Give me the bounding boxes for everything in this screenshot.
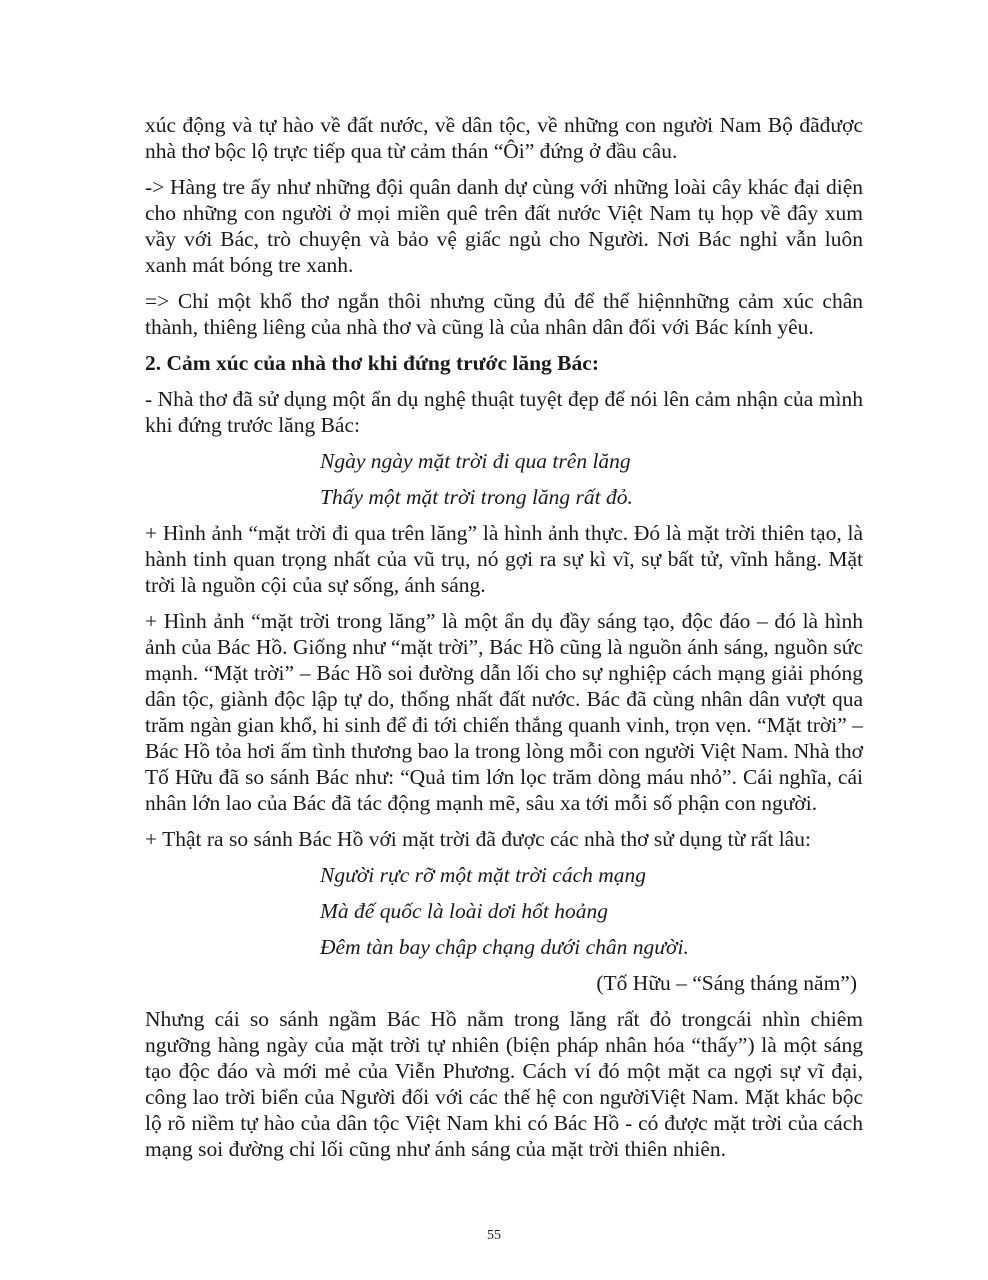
verse-line: Thấy một mặt trời trong lăng rất đỏ.	[320, 485, 633, 509]
verse-line: Đêm tàn bay chập chạng dưới chân người.	[320, 935, 689, 959]
document-page	[145, 112, 863, 1172]
paragraph: => Chỉ một khổ thơ ngắn thôi nhưng cũng đủ để thể hiệnnhững cảm xúc chân thành, thiêng liêng của nhà thơ và cũng là của nhân dân đối với Bác kính yêu.	[145, 289, 863, 339]
paragraph: Nhưng cái so sánh ngầm Bác Hồ nằm trong lăng rất đỏ trongcái nhìn chiêm ngưỡng hàng ngày của mặt trời tự nhiên (biện pháp nhân hóa “thấy”) là một sáng tạo độc đáo và mới mẻ của Viễn Phương. Cách ví đó một mặt ca ngợi sự vĩ đại, công lao trời biển của Người đối với các thế hệ con ngườiViệt Nam. Mặt khác bộc lộ rõ niềm tự hào của dân tộc Việt Nam khi có Bác Hồ - có được mặt trời của cách mạng soi đường chỉ lối cũng như ánh sáng của mặt trời thiên nhiên.	[145, 1007, 863, 1161]
poem-citation: (Tố Hữu – “Sáng tháng năm”)	[596, 971, 857, 995]
verse-line: Ngày ngày mặt trời đi qua trên lăng	[320, 449, 631, 473]
paragraph: -> Hàng tre ấy như những đội quân danh dự cùng với những loài cây khác đại diện cho những con người ở mọi miền quê trên đất nước Việt Nam tụ họp về đây xum vầy với Bác, trò chuyện và bảo vệ giấc ngủ cho Người. Nơi Bác nghỉ vẫn luôn xanh mát bóng tre xanh.	[145, 175, 863, 277]
verse-line: Mà đế quốc là loài dơi hốt hoảng	[320, 899, 608, 923]
poem-excerpt	[320, 448, 863, 510]
paragraph: xúc động và tự hào về đất nước, về dân tộc, về những con người Nam Bộ đãđược nhà thơ bộc lộ trực tiếp qua từ cảm thán “Ôi” đứng ở đầu câu.	[145, 113, 863, 163]
paragraph: + Hình ảnh “mặt trời đi qua trên lăng” là hình ảnh thực. Đó là mặt trời thiên tạo, là hành tinh quan trọng nhất của vũ trụ, nó gợi ra sự kì vĩ, sự bất tử, vĩnh hằng. Mặt trời là nguồn cội của sự sống, ánh sáng.	[145, 521, 863, 597]
poem-excerpt	[320, 862, 863, 960]
paragraph: + Hình ảnh “mặt trời trong lăng” là một ẩn dụ đầy sáng tạo, độc đáo – đó là hình ảnh của Bác Hồ. Giống như “mặt trời”, Bác Hồ cũng là nguồn ánh sáng, nguồn sức mạnh. “Mặt trời” – Bác Hồ soi đường dẫn lối cho sự nghiệp cách mạng giải phóng dân tộc, giành độc lập tự do, thống nhất đất nước. Bác đã cùng nhân dân vượt qua trăm ngàn gian khổ, hi sinh để đi tới chiến thắng quanh vinh, trọn vẹn. “Mặt trời” – Bác Hồ tỏa hơi ấm tình thương bao la trong lòng mỗi con người Việt Nam. Nhà thơ Tố Hữu đã so sánh Bác như: “Quả tim lớn lọc trăm dòng máu nhỏ”. Cái nghĩa, cái nhân lớn lao của Bác đã tác động mạnh mẽ, sâu xa tới mỗi số phận con người.	[145, 609, 863, 815]
verse-line: Người rực rỡ một mặt trời cách mạng	[320, 863, 647, 887]
paragraph: + Thật ra so sánh Bác Hồ với mặt trời đã được các nhà thơ sử dụng từ rất lâu:	[145, 827, 811, 851]
page-number: 55	[487, 1228, 501, 1243]
section-heading: 2. Cảm xúc của nhà thơ khi đứng trước lăng Bác:	[145, 351, 599, 375]
paragraph: - Nhà thơ đã sử dụng một ẩn dụ nghệ thuật tuyệt đẹp để nói lên cảm nhận của mình khi đứng trước lăng Bác:	[145, 387, 863, 437]
